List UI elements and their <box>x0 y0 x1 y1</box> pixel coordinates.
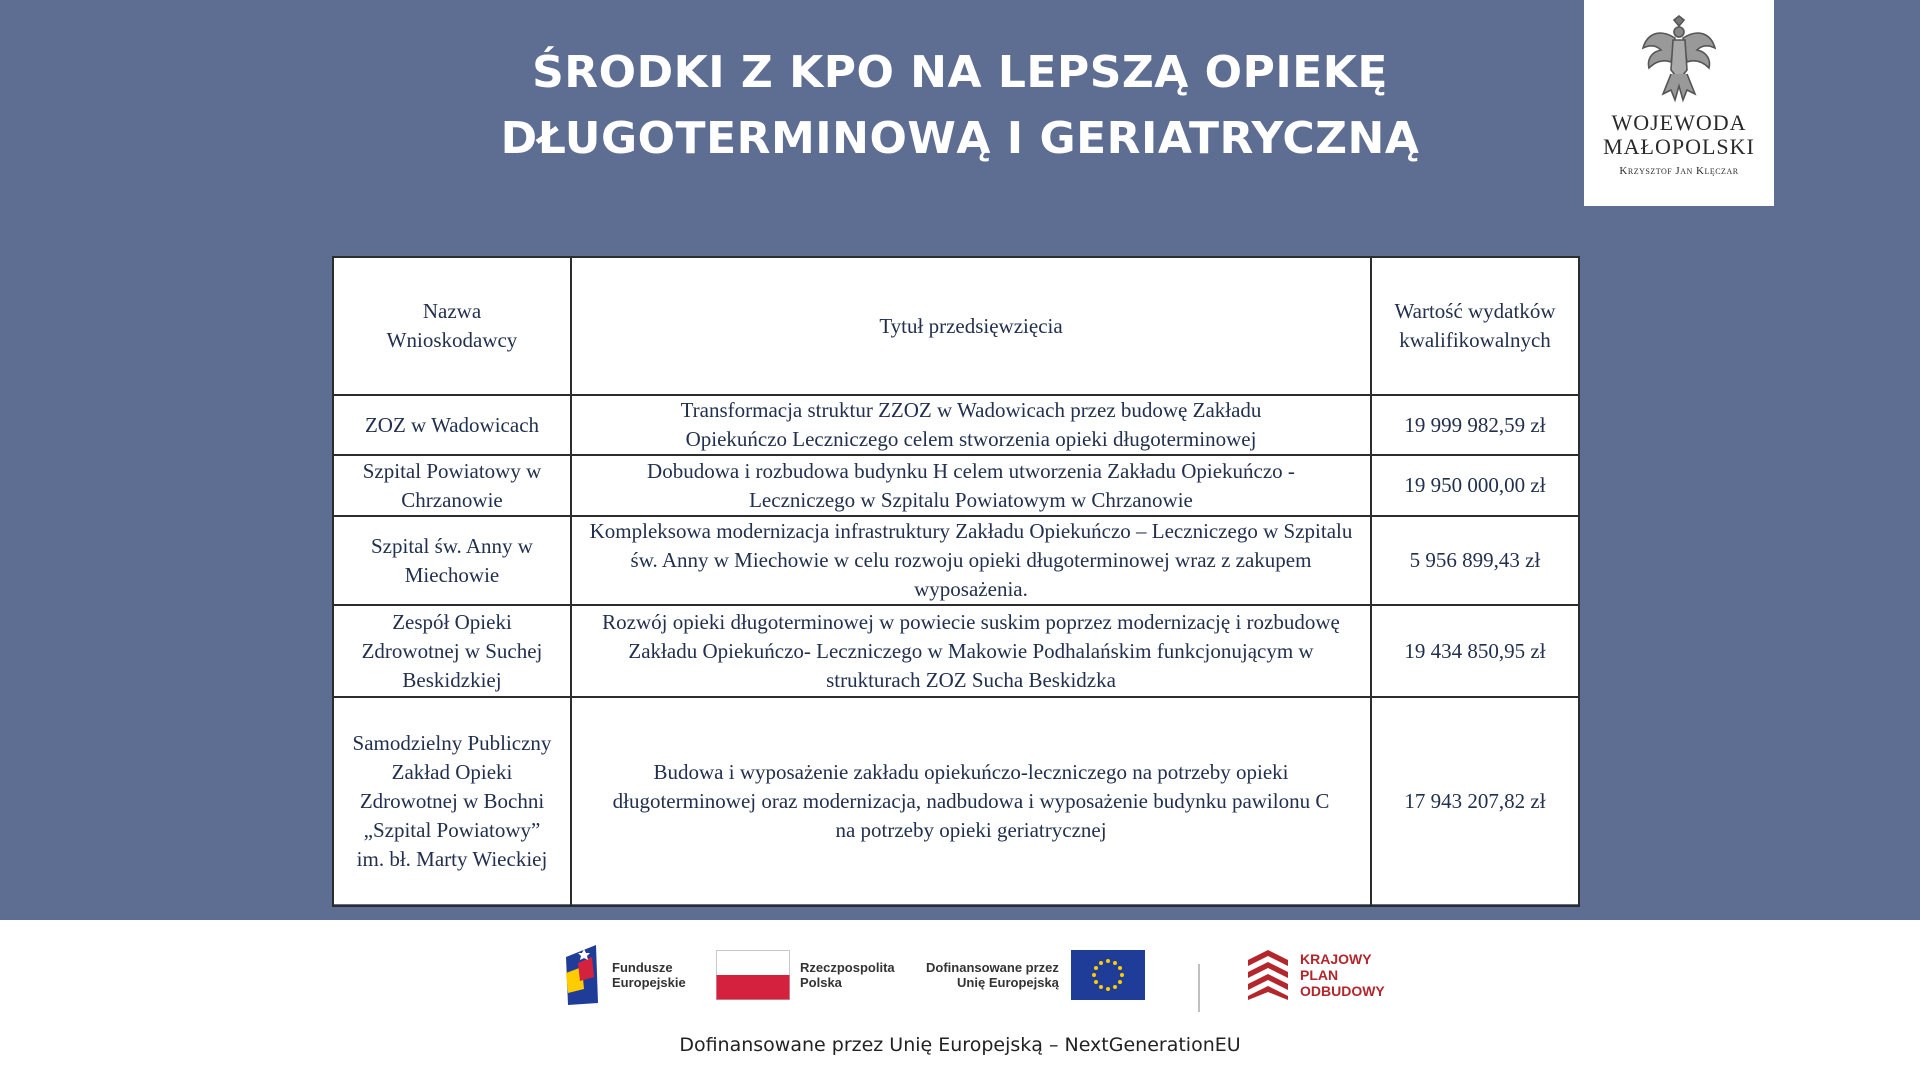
ue-line-1: Dofinansowane przez <box>926 960 1059 975</box>
kpo-line-2: PLAN <box>1300 967 1339 983</box>
header-value: Wartość wydatków kwalifikowalnych <box>1371 257 1579 395</box>
logo-fundusze-europejskie <box>562 940 686 1010</box>
ue-line-2: Unię Europejską <box>957 975 1059 990</box>
polish-flag-icon <box>716 950 790 1000</box>
kpo-icon <box>1244 948 1292 1002</box>
logo-separator <box>1198 964 1200 1012</box>
cell-value: 17 943 207,82 zł <box>1371 697 1579 906</box>
cell-project-title: Budowa i wyposażenie zakładu opiekuńczo-leczniczego na potrzeby opieki długoterminowej oraz modernizacja, nadbudowa i wyposażenie budynku pawilonu C na potrzeby opieki geriatrycznej <box>571 697 1371 906</box>
cell-value: 19 434 850,95 zł <box>1371 605 1579 697</box>
table-row <box>333 516 1579 605</box>
kpo-line-3: ODBUDOWY <box>1300 983 1385 999</box>
cell-applicant: Zespół Opieki Zdrowotnej w Suchej Beskidzkiej <box>333 605 571 697</box>
table-row <box>333 605 1579 697</box>
cell-project-title: Dobudowa i rozbudowa budynku H celem utworzenia Zakładu Opiekuńczo - Leczniczego w Szpitalu Powiatowym w Chrzanowie <box>571 455 1371 516</box>
logo-krajowy-plan-odbudowy <box>1244 940 1385 1010</box>
projects-table <box>332 256 1580 907</box>
title-line-2: DŁUGOTERMINOWĄ I GERIATRYCZNĄ <box>500 113 1420 164</box>
table-row <box>333 697 1579 906</box>
white-eagle-emblem-icon <box>1639 14 1719 104</box>
cell-value: 19 950 000,00 zł <box>1371 455 1579 516</box>
rp-line-2: Polska <box>800 975 842 990</box>
cell-project-title: Transformacja struktur ZZOZ w Wadowicach przez budowę Zakładu Opiekuńczo Leczniczego celem stworzenia opieki długoterminowej <box>571 395 1371 455</box>
cell-applicant: ZOZ w Wadowicach <box>333 395 571 455</box>
eu-flag-icon <box>1071 950 1145 1000</box>
header-applicant: Nazwa Wnioskodawcy <box>333 257 571 395</box>
voivode-badge <box>1584 0 1774 206</box>
logo-rzeczpospolita-polska <box>716 940 895 1010</box>
cell-project-title: Rozwój opieki długoterminowej w powiecie suskim poprzez modernizację i rozbudowę Zakładu Opiekuńczo- Leczniczego w Makowie Podhalańskim funkcjonującym w strukturach ZOZ Sucha Beskidzka <box>571 605 1371 697</box>
projects-table-container <box>332 256 1578 904</box>
cell-project-title: Kompleksowa modernizacja infrastruktury Zakładu Opiekuńczo – Leczniczego w Szpitalu św. Anny w Miechowie w celu rozwoju opieki długoterminowej wraz z zakupem wyposażenia. <box>571 516 1371 605</box>
logo-unia-europejska <box>926 940 1145 1010</box>
cell-value: 19 999 982,59 zł <box>1371 395 1579 455</box>
cell-value: 5 956 899,43 zł <box>1371 516 1579 605</box>
fundusze-europejskie-icon <box>562 943 602 1007</box>
rp-line-1: Rzeczpospolita <box>800 960 895 975</box>
table-row <box>333 455 1579 516</box>
kpo-line-1: KRAJOWY <box>1300 951 1372 967</box>
fundusze-line-1: Fundusze <box>612 960 673 975</box>
header-project-title: Tytuł przedsięwzięcia <box>571 257 1371 395</box>
cell-applicant: Szpital Powiatowy w Chrzanowie <box>333 455 571 516</box>
table-row <box>333 395 1579 455</box>
cell-applicant: Szpital św. Anny w Miechowie <box>333 516 571 605</box>
cofunding-note: Dofinansowane przez Unię Europejską – NextGenerationEU <box>679 1034 1241 1056</box>
table-header-row <box>333 257 1579 395</box>
funding-logos <box>0 940 1920 1020</box>
title-line-1: ŚRODKI Z KPO NA LEPSZĄ OPIEKĘ <box>532 47 1388 98</box>
badge-line-1: WOJEWODA <box>1611 110 1747 135</box>
badge-name: Krzysztof Jan Klęczar <box>1619 165 1739 177</box>
fundusze-line-2: Europejskie <box>612 975 686 990</box>
footer <box>0 920 1920 1080</box>
badge-line-2: MAŁOPOLSKI <box>1603 134 1755 159</box>
cell-applicant: Samodzielny Publiczny Zakład Opieki Zdrowotnej w Bochni „Szpital Powiatowy” im. bł. Marty Wieckiej <box>333 697 571 906</box>
